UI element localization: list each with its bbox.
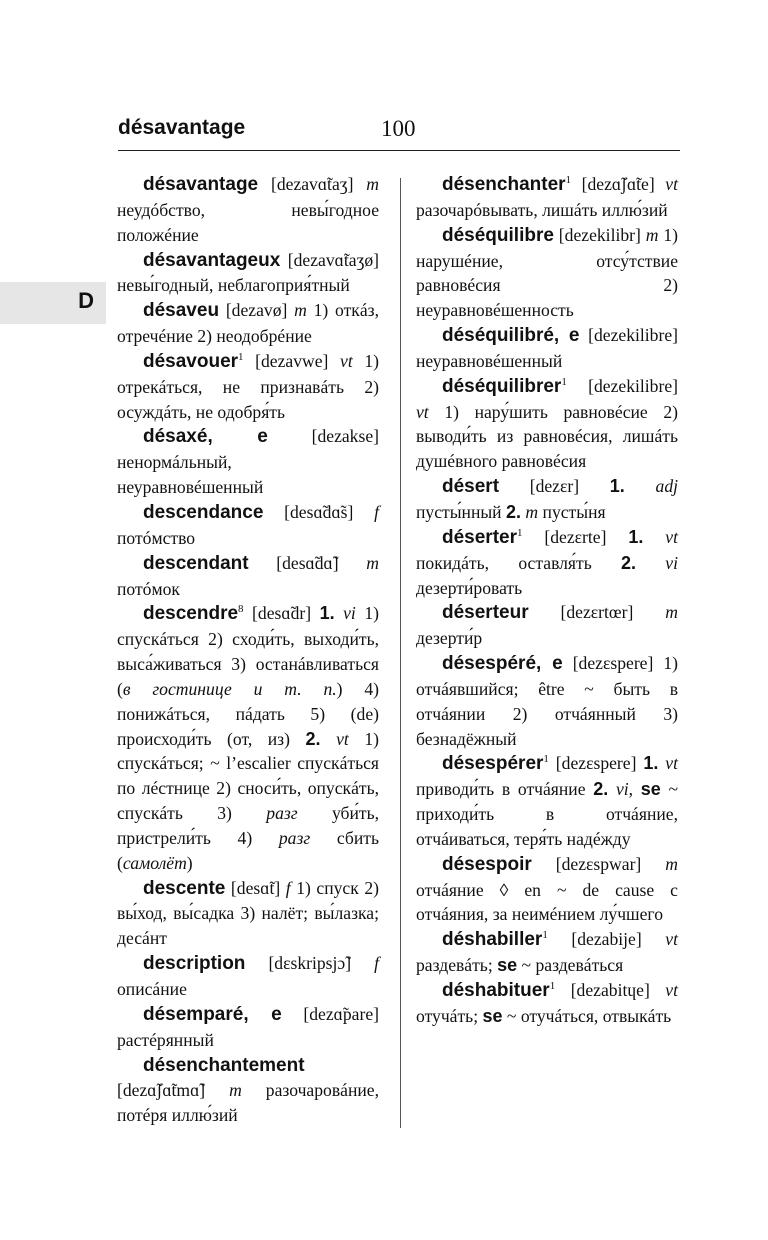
dictionary-entry	[416, 927, 678, 978]
transcription: [desɑ̃dɑ̃]	[248, 552, 367, 573]
headword: désenchanter	[442, 174, 566, 195]
dictionary-entry	[117, 172, 379, 248]
dictionary-entry	[117, 551, 379, 602]
sense-number: 2.	[593, 779, 609, 800]
grammar-label: m	[525, 501, 539, 522]
dictionary-entry	[117, 349, 379, 425]
headword: descendant	[143, 552, 249, 574]
transcription: [dezɛspwar]	[531, 853, 666, 874]
grammar-label: vt	[665, 174, 678, 194]
definition: разочарóвывать, лишáть иллю́зий	[416, 199, 668, 220]
grammar-label: f	[285, 877, 291, 898]
grammar-label: vt	[665, 753, 678, 774]
definition: ) 4) понижáться, пáдать 5) (de) происходи́ть (от, из)	[117, 678, 379, 749]
headword: désaveu	[143, 300, 220, 322]
transcription: [dezakse]	[267, 426, 379, 447]
definition: 1) отрекáться, не признавáть 2) осуждáть, не одобря́ть	[117, 350, 379, 422]
verb-group-number: 1	[561, 375, 567, 388]
sense-number: 1.	[628, 526, 644, 547]
definition: ~ приходи́ть в отчáяние, отчáиваться, теря́ть надéжду	[416, 779, 678, 849]
transcription: [dezabije]	[547, 929, 666, 950]
headword: désavantage	[143, 174, 259, 195]
transcription: [dezabitɥe]	[555, 980, 666, 1000]
sense-number: 2.	[621, 552, 637, 573]
headword: description	[143, 953, 246, 975]
definition: отчáяние ◊ en ~ de cause с отчáяния, за неимéнием лу́чшего	[416, 879, 678, 925]
page-number: 100	[381, 116, 416, 141]
usage-note: в гостинице и т. п.	[122, 678, 337, 699]
grammar-label: vi	[665, 552, 678, 573]
definition: 1) спускáться; ~ l’escalier спускáться по лéстнице 2) сноси́ть, опускáть, спускáть 3)	[117, 728, 379, 824]
grammar-label: f	[374, 953, 379, 974]
right-column	[416, 172, 678, 1029]
grammar-label: vt	[336, 728, 349, 749]
grammar-label: vt	[665, 526, 678, 547]
transcription: [dezavø]	[219, 300, 295, 321]
dictionary-entry	[416, 323, 678, 374]
grammar-label: vi	[615, 779, 629, 800]
dictionary-entry	[416, 651, 678, 751]
reflexive-marker: se	[640, 779, 661, 800]
grammar-label: m	[294, 300, 307, 321]
definition: дезерти́ровать	[416, 577, 523, 598]
definition: дезерти́р	[416, 628, 483, 649]
headword: désavouer	[143, 350, 239, 372]
verb-group-number: 1	[542, 929, 548, 942]
definition: ~ раздевáться	[517, 955, 624, 976]
headword: déséquilibre	[442, 224, 554, 246]
running-head: désavantage	[118, 116, 246, 139]
transcription: [dezavwe]	[243, 350, 341, 371]
grammar-label: f	[374, 501, 379, 522]
headword: désaxé, e	[143, 426, 268, 448]
headword: déshabiller	[442, 929, 543, 951]
transcription: [dezekilibre]	[566, 375, 678, 396]
definition: приводи́ть в отчáяние	[416, 779, 594, 800]
usage-note: самолёт	[122, 852, 187, 873]
register-label: разг	[266, 803, 298, 824]
dictionary-entry	[416, 172, 678, 223]
transcription: [dezɛspere]	[562, 653, 664, 674]
verb-group-number: 8	[238, 603, 244, 616]
sense-number: 1.	[643, 753, 659, 774]
grammar-label: m	[366, 174, 379, 194]
transcription: [dezekilibr]	[553, 224, 646, 245]
dictionary-entry	[117, 298, 379, 349]
grammar-label: vt	[665, 980, 678, 1000]
dictionary-entry	[117, 500, 379, 551]
page-header	[118, 116, 680, 151]
definition: 1) откáз, отречéние 2) неодобрéние	[117, 300, 379, 347]
dictionary-entry	[416, 852, 678, 928]
headword: descendance	[143, 501, 264, 523]
verb-group-number: 1	[565, 174, 572, 187]
transcription: [dezɛrte]	[522, 526, 629, 547]
definition: 1) нару́шить равновéсие 2) выводи́ть из равновéсия, лишáть душéвного равновéсия	[416, 401, 678, 472]
dictionary-entry	[416, 474, 678, 525]
register-label: разг	[278, 827, 311, 848]
dictionary-entry	[416, 600, 678, 651]
grammar-label: m	[229, 1080, 242, 1101]
left-column	[117, 172, 379, 1128]
grammar-label: vt	[416, 401, 429, 422]
sense-number: 2.	[305, 728, 321, 749]
verb-group-number: 1	[517, 526, 523, 539]
reflexive-marker: se	[482, 1005, 503, 1026]
headword: désert	[442, 476, 500, 498]
transcription: [dezɛrtœr]	[528, 602, 666, 623]
definition: пусты́нный	[416, 501, 506, 522]
dictionary-entry	[117, 1053, 379, 1129]
definition: раздевáть;	[416, 955, 498, 976]
verb-group-number: 1	[238, 351, 244, 364]
headword: désenchantement	[143, 1054, 305, 1076]
definition: 1) отчáявшийся; être ~ быть в отчáянии 2) отчáянный 3) безнадёжный	[416, 653, 678, 749]
definition: потóмок	[117, 578, 180, 599]
reflexive-marker: se	[497, 955, 518, 976]
headword: déséquilibrer	[442, 375, 562, 397]
headword: déserter	[442, 526, 517, 548]
definition: описáние	[117, 979, 187, 999]
definition: неуравновéшенный	[416, 350, 563, 371]
definition: 1) спускáться 2) сходи́ть, выходи́ть, выса́живаться 3) останáвливаться (	[117, 603, 379, 699]
transcription: [dezavɑ̃taʒø]	[280, 249, 379, 270]
definition: отучáть;	[416, 1005, 483, 1026]
definition: ненормáльный, неуравновéшенный	[117, 452, 264, 498]
headword: déséquilibré, e	[442, 325, 580, 347]
dictionary-entry	[117, 951, 379, 1002]
transcription: [dezɑ̃ʃɑ̃tmɑ̃]	[117, 1080, 230, 1101]
definition: уби́ть, пристрели́ть 4)	[117, 803, 379, 848]
headword: désespérer	[442, 753, 544, 775]
column-divider	[400, 178, 401, 1128]
transcription: [desɑ̃dɑ̃s]	[263, 501, 375, 522]
headword: descente	[143, 877, 226, 899]
verb-group-number: 1	[543, 753, 549, 766]
transcription: [dezɑ̃ʃɑ̃te]	[571, 174, 666, 194]
transcription: [dɛskripsjɔ̃]	[245, 953, 375, 974]
headword: désavantageux	[143, 249, 281, 271]
definition: 1) нарушéние, отсу́тствие равновéсия 2) неуравновéшенность	[416, 224, 679, 321]
dictionary-entry	[117, 601, 379, 875]
grammar-label: m	[665, 602, 678, 623]
transcription: [dezɛr]	[499, 476, 610, 497]
definition: потóмство	[117, 527, 196, 548]
transcription: [dezɑ̃pare]	[281, 1003, 379, 1024]
transcription: [desɑ̃t]	[225, 877, 286, 898]
sense-number: 2.	[506, 501, 522, 522]
definition: растéрянный	[117, 1029, 214, 1050]
definition: )	[186, 852, 193, 873]
definition: 1) спуск 2) вы́ход, вы́садка 3) налёт; вы́лазка; десáнт	[117, 877, 379, 949]
grammar-label: vi	[343, 603, 356, 624]
grammar-label: m	[645, 224, 659, 245]
transcription: [dezɛspere]	[548, 753, 644, 774]
definition: неудóбство, невы́годное положéние	[117, 199, 379, 245]
dictionary-entry	[117, 1002, 379, 1053]
thumb-index-tab	[0, 282, 106, 324]
grammar-label: vt	[340, 350, 353, 371]
thumb-index-letter: D	[78, 288, 94, 313]
sense-number: 1.	[319, 603, 335, 624]
dictionary-entry	[416, 374, 678, 474]
headword: désemparé, e	[143, 1003, 282, 1025]
verb-group-number: 1	[549, 980, 556, 993]
sense-number: 1.	[609, 476, 625, 497]
definition: покидáть, оставля́ть	[416, 552, 621, 573]
definition: разочаровáние, потéря иллю́зий	[117, 1080, 379, 1126]
dictionary-entry	[416, 978, 678, 1029]
grammar-label: adj	[655, 476, 678, 497]
dictionary-entry	[416, 223, 678, 323]
transcription: [dezavɑ̃taʒ]	[258, 174, 367, 194]
dictionary-entry	[416, 525, 678, 601]
headword: descendre	[143, 603, 239, 625]
grammar-label: m	[366, 552, 379, 573]
headword: désespéré, e	[442, 653, 563, 675]
headword: déshabituer	[442, 980, 550, 1001]
grammar-label: m	[665, 853, 678, 874]
definition: сбить (	[117, 827, 379, 873]
grammar-label: vt	[665, 929, 678, 950]
dictionary-entry	[117, 248, 379, 299]
dictionary-entry	[117, 876, 379, 952]
definition: ~ отучáться, отвыкáть	[502, 1005, 672, 1026]
headword: désespoir	[442, 853, 532, 875]
headword: déserteur	[442, 602, 529, 624]
dictionary-entry	[117, 424, 379, 500]
definition: пусты́ня	[538, 501, 606, 522]
dictionary-entry: désespérer$^1$ [dezɛspere] 1. vt приводи́ть в отчáяние 2. vi, se ~ приходи́ть в отчáяние, отчáиваться, теря́ть надéжду	[416, 753, 678, 849]
transcription: [dezekilibre]	[579, 325, 678, 346]
transcription: [desɑ̃dr]	[243, 603, 320, 624]
definition: невы́годный, неблагоприя́тный	[117, 275, 350, 296]
